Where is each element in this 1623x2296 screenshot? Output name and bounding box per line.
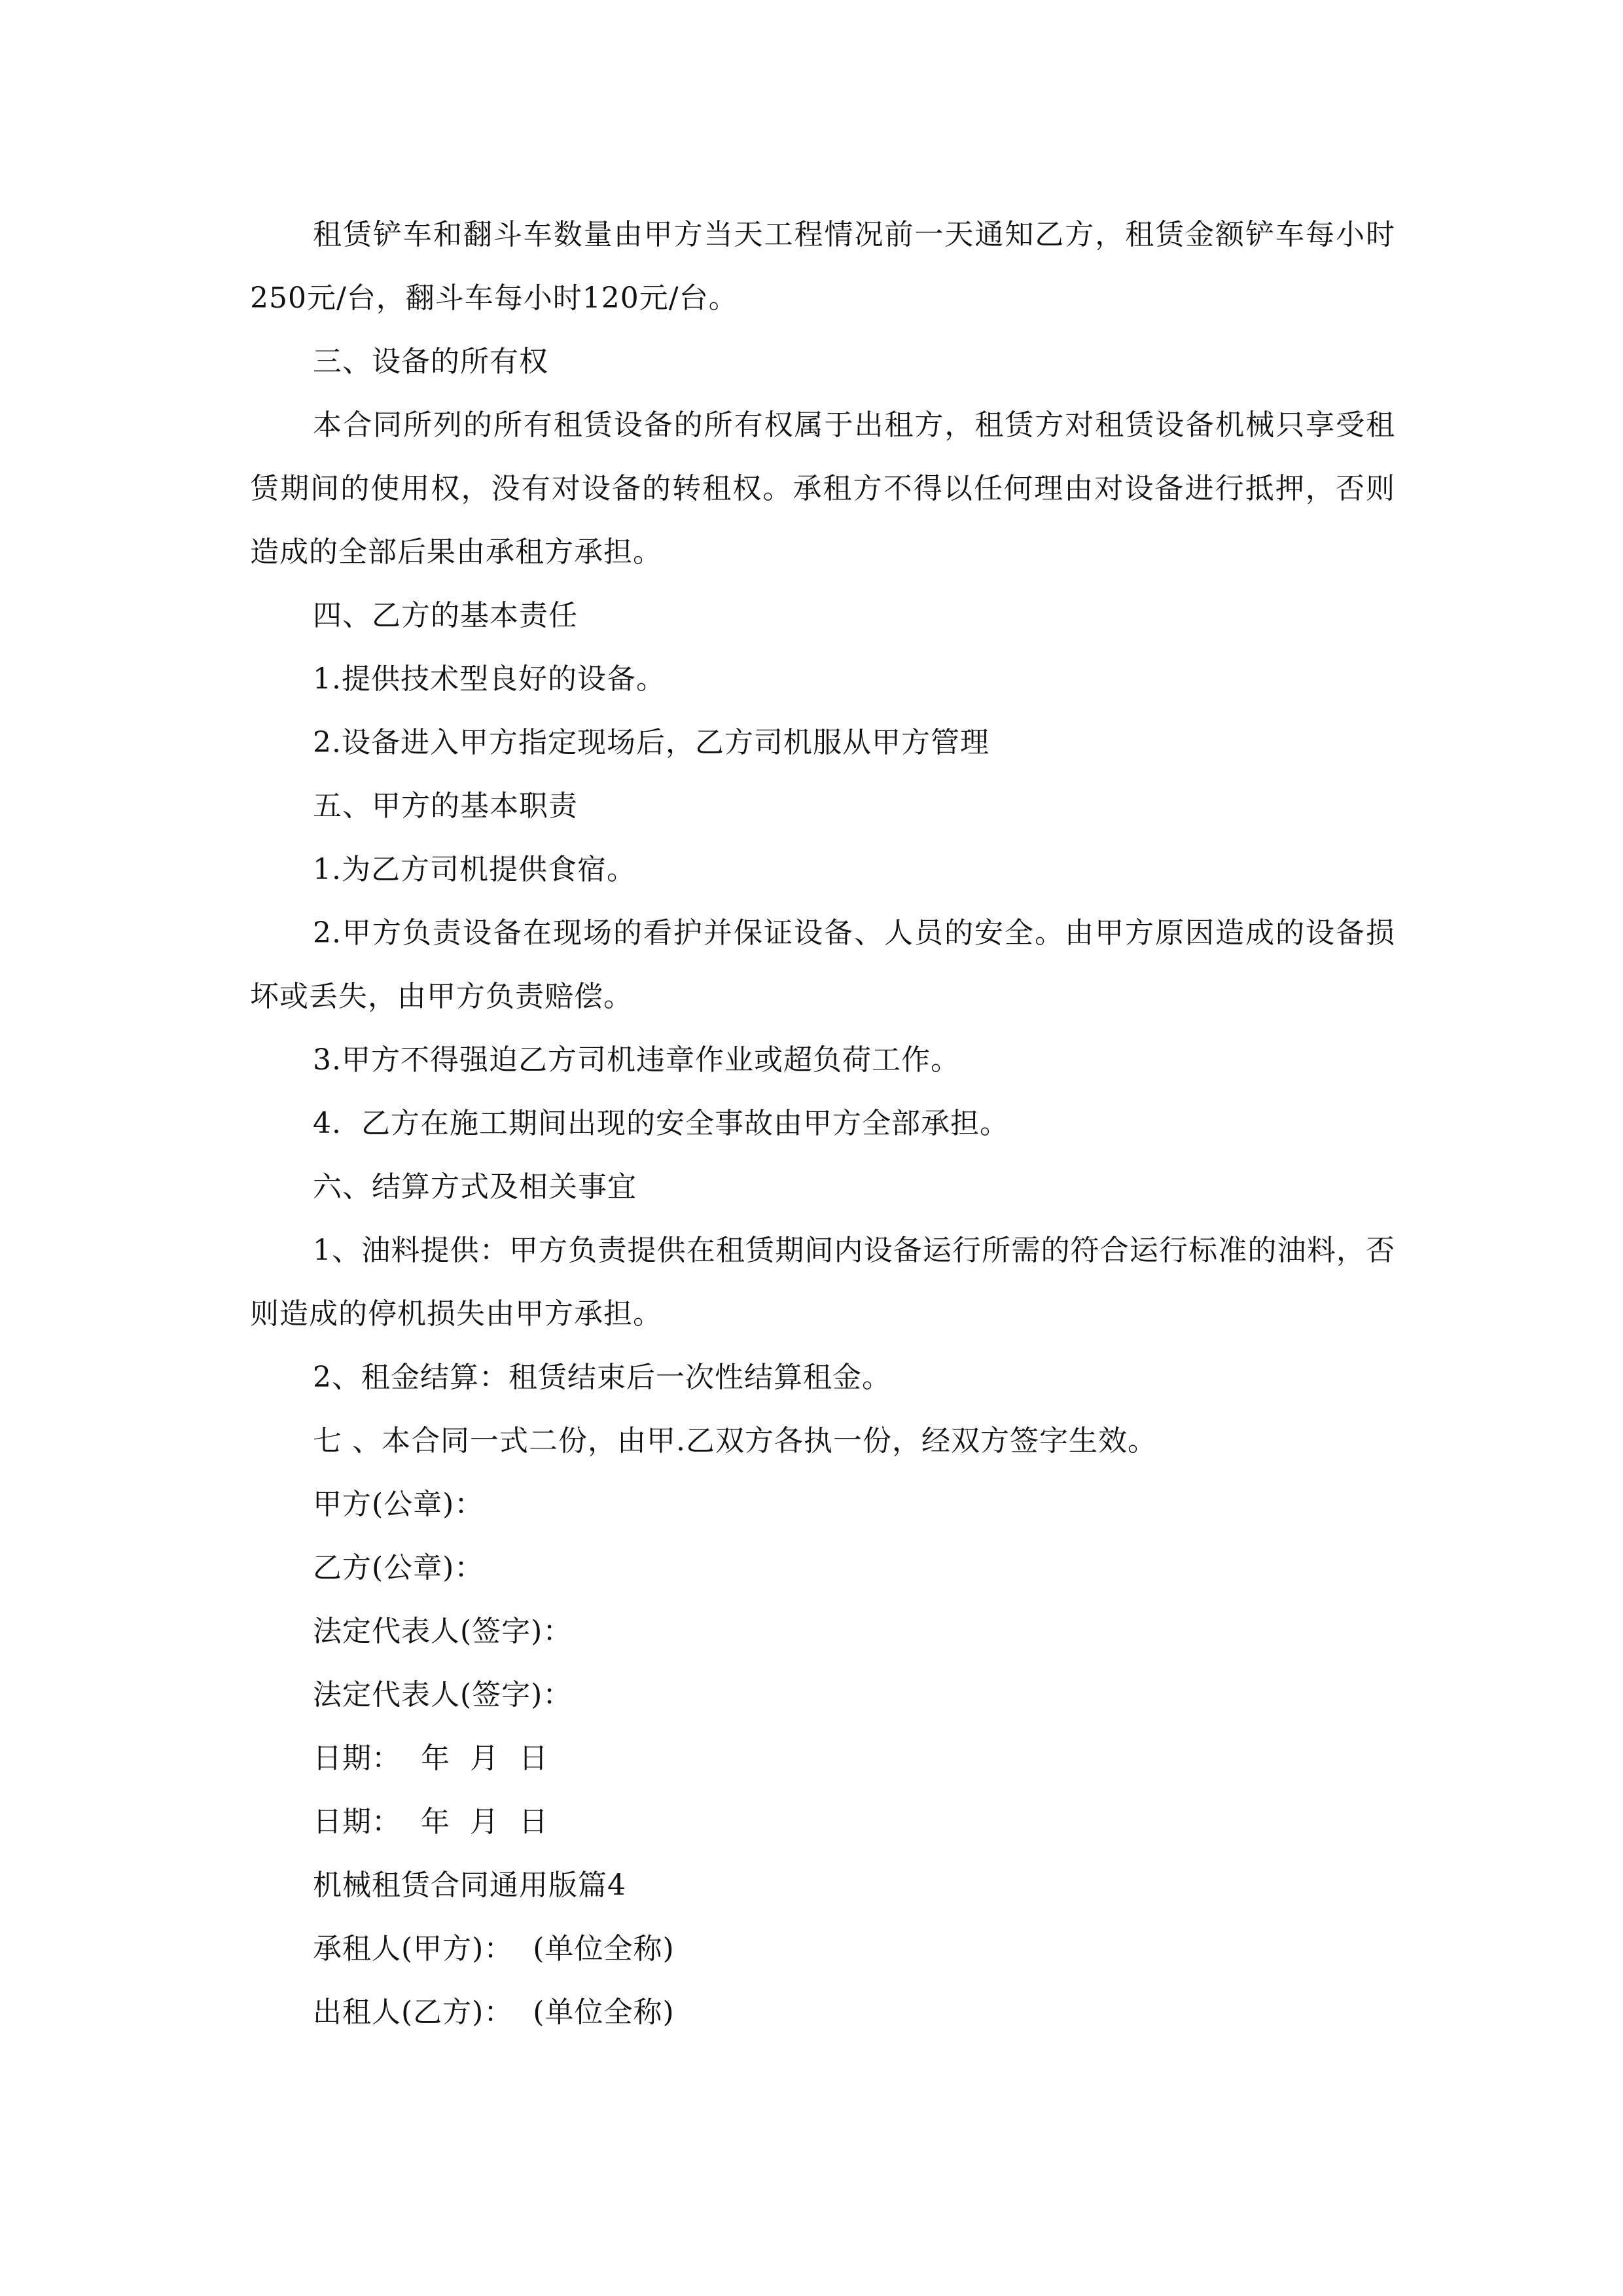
document-page — [250, 203, 1395, 2044]
article-title: 机械租赁合同通用版篇4 — [313, 1869, 626, 1902]
list-item-party-b-1: 1.提供技术型良好的设备。 — [313, 662, 666, 696]
signature-legal-rep-a: 法定代表人(签字)： — [313, 1615, 573, 1648]
section-contract-copies: 七 、本合同一式二份，由甲.乙双方各执一份，经双方签字生效。 — [313, 1424, 1157, 1458]
list-item-rent-settlement: 2、租金结算：租赁结束后一次性结算租金。 — [313, 1361, 891, 1394]
date-line-a: 日期： 年 月 日 — [313, 1742, 548, 1775]
lessee-line: 承租人(甲方)： (单位全称) — [313, 1932, 675, 1965]
signature-party-a-seal: 甲方(公章)： — [313, 1488, 484, 1521]
signature-legal-rep-b: 法定代表人(签字)： — [313, 1678, 573, 1712]
paragraph-ownership: 本合同所列的所有租赁设备的所有权属于出租方，租赁方对租赁设备机械只享受租赁期间的使用权，没有对设备的转租权。承租方不得以任何理由对设备进行抵押，否则造成的全部后果由承租方承担。 — [250, 408, 1395, 569]
signature-party-b-seal: 乙方(公章)： — [313, 1551, 484, 1585]
section-heading-settlement: 六、结算方式及相关事宜 — [313, 1170, 637, 1204]
list-item-party-b-2: 2.设备进入甲方指定现场后，乙方司机服从甲方管理 — [313, 726, 990, 759]
date-line-b: 日期： 年 月 日 — [313, 1805, 548, 1839]
paragraph-rental-quantity: 租赁铲车和翻斗车数量由甲方当天工程情况前一天通知乙方，租赁金额铲车每小时250元/台，翻斗车每小时120元/台。 — [250, 218, 1395, 315]
lessor-line: 出租人(乙方)： (单位全称) — [313, 1996, 675, 2029]
section-heading-ownership: 三、设备的所有权 — [313, 345, 548, 378]
list-item-fuel-supply: 1、油料提供：甲方负责提供在租赁期间内设备运行所需的符合运行标准的油料，否则造成的停机损失由甲方承担。 — [250, 1234, 1395, 1331]
list-item-party-a-4: 4. 乙方在施工期间出现的安全事故由甲方全部承担。 — [313, 1107, 1009, 1140]
list-item-party-a-2: 2.甲方负责设备在现场的看护并保证设备、人员的安全。由甲方原因造成的设备损坏或丢失，由甲方负责赔偿。 — [250, 916, 1395, 1013]
section-heading-party-b-duties: 四、乙方的基本责任 — [313, 599, 578, 632]
list-item-party-a-1: 1.为乙方司机提供食宿。 — [313, 853, 636, 886]
list-item-party-a-3: 3.甲方不得强迫乙方司机违章作业或超负荷工作。 — [313, 1043, 960, 1077]
section-heading-party-a-duties: 五、甲方的基本职责 — [313, 789, 578, 823]
